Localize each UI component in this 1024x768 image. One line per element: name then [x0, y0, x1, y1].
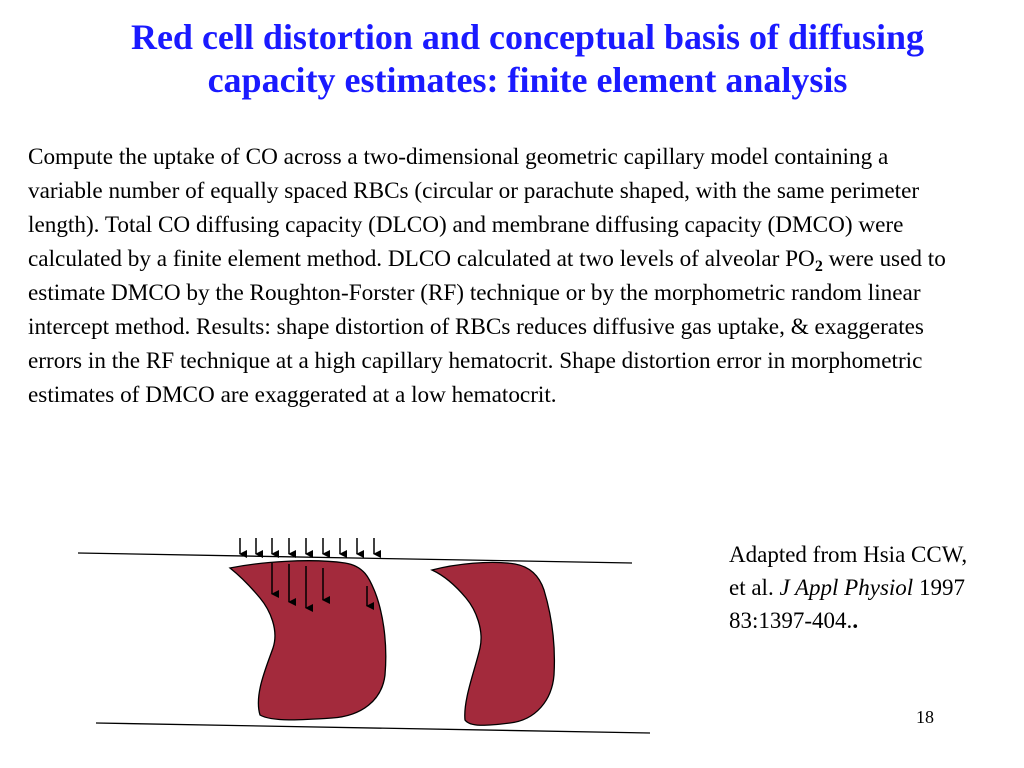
citation-reference: 1997 83:1397-404. [729, 575, 965, 633]
rbc-parachute-2 [432, 562, 554, 725]
page-number: 18 [916, 707, 934, 727]
body-text-part-1: Compute the uptake of CO across a two-dimensional geometric capillary model containing a variable number of equally spaced RBCs (circular or parachute shaped, with the same perimeter length). Total CO diffusing capacity (DLCO) and membrane diffusing capacity (DMCO) were calculated by a finite element method. DLCO calculated at two levels of alveolar PO [28, 144, 920, 272]
title-line-1: Red cell distortion and conceptual basis of diffusing [130, 17, 925, 57]
capillary-bottom-wall [96, 723, 650, 733]
journal-name: J Appl Physiol [779, 575, 914, 600]
body-text-part-2: were used to estimate DMCO by the Roughton-Forster (RF) technique or by the morphometric random linear intercept method. Results: shape distortion of RBCs reduces diffusive gas uptake, & exaggerates errors in the RF technique at a high capillary hematocrit. Shape distortion error in morphometric estimates of DMCO are exaggerated at a low hematocrit. [28, 246, 946, 408]
slide-title [40, 16, 1015, 102]
title-line-2: capacity estimates: finite element analysis [207, 60, 848, 100]
capillary-top-wall [78, 553, 632, 563]
rbc-parachute-1 [230, 561, 386, 720]
source-citation [729, 538, 989, 637]
incoming-co-arrows [240, 538, 374, 554]
subscript-2: 2 [814, 258, 823, 275]
capillary-diagram [70, 530, 670, 745]
citation-text: Adapted from Hsia CCW, et al. [729, 542, 968, 600]
citation-period: . [852, 608, 859, 633]
body-paragraph [28, 140, 968, 412]
